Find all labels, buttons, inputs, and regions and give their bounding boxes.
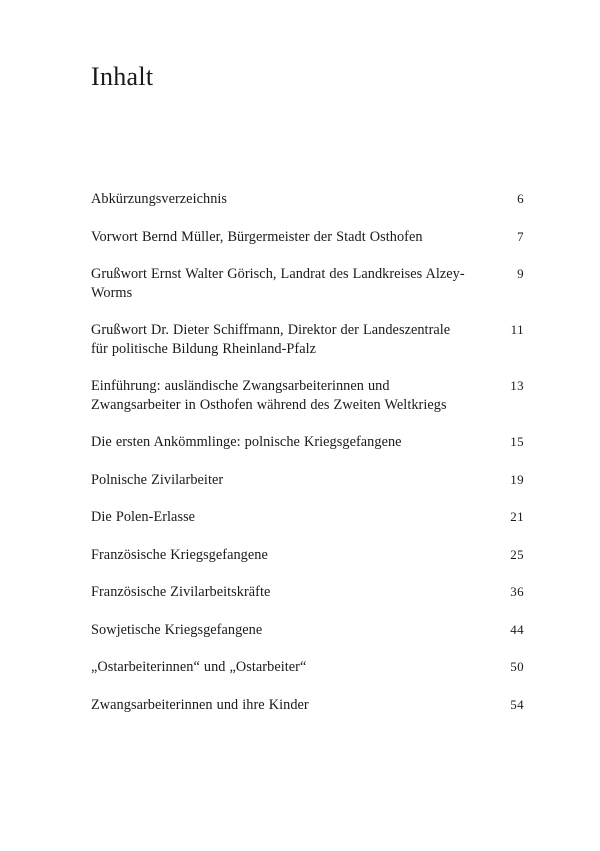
toc-entry[interactable] (91, 508, 524, 527)
toc-entry-label: Sowjetische Kriegsgefangene (91, 621, 263, 638)
toc-entry-page-number: 13 (510, 378, 524, 393)
toc-entry[interactable] (91, 377, 524, 414)
toc-entry[interactable] (91, 433, 524, 452)
table-of-contents-list (91, 190, 524, 714)
toc-entry-page-number: 21 (510, 509, 524, 524)
toc-entry[interactable] (91, 583, 524, 602)
toc-entry-label: Zwangsarbeiterinnen und ihre Kinder (91, 696, 309, 713)
toc-entry-page-number: 11 (510, 322, 524, 337)
toc-entry-page-number: 54 (510, 696, 524, 712)
toc-entry-label: Abkürzungsverzeichnis (91, 191, 228, 207)
toc-entry-page-number: 9 (517, 266, 524, 281)
toc-entry-label: Einführung: ausländische Zwangsarbeiterinnen und Zwangsarbeiter in Osthofen während des Zweiten Weltkriegs (91, 378, 447, 413)
toc-entry-label: „Ostarbeiterinnen“ und „Ostarbeiter“ (91, 659, 307, 675)
toc-entry[interactable] (91, 190, 524, 209)
toc-entry-label: Die Polen-Erlasse (91, 509, 196, 525)
toc-entry[interactable] (91, 621, 524, 640)
toc-entry-label: Französische Kriegsgefangene (91, 546, 268, 563)
page-title: Inhalt (91, 62, 154, 91)
toc-entry-label: Grußwort Ernst Walter Görisch, Landrat des Landkreises Alzey-Worms (91, 266, 465, 301)
toc-entry-label: Grußwort Dr. Dieter Schiffmann, Direktor der Landeszentrale für politische Bildung Rheinland-Pfalz (91, 322, 451, 357)
toc-entry[interactable] (91, 228, 524, 247)
toc-entry-page-number: 7 (517, 228, 524, 244)
toc-entry[interactable] (91, 696, 524, 715)
toc-entry-page-number: 19 (510, 471, 524, 487)
toc-entry-label: Polnische Zivilarbeiter (91, 471, 224, 488)
toc-entry-page-number: 25 (510, 546, 524, 562)
toc-entry[interactable] (91, 471, 524, 490)
toc-entry-label: Französische Zivilarbeitskräfte (91, 584, 271, 600)
toc-entry-page-number: 6 (517, 191, 524, 206)
toc-entry-page-number: 15 (510, 434, 524, 449)
toc-entry[interactable] (91, 265, 524, 302)
toc-entry[interactable] (91, 546, 524, 565)
toc-entry-page-number: 50 (510, 659, 524, 674)
toc-entry-label: Die ersten Ankömmlinge: polnische Kriegsgefangene (91, 434, 402, 450)
toc-entry[interactable] (91, 658, 524, 677)
toc-entry[interactable] (91, 321, 524, 358)
toc-entry-page-number: 36 (510, 584, 524, 599)
toc-entry-label: Vorwort Bernd Müller, Bürgermeister der Stadt Osthofen (91, 228, 423, 245)
toc-entry-page-number: 44 (510, 621, 524, 637)
